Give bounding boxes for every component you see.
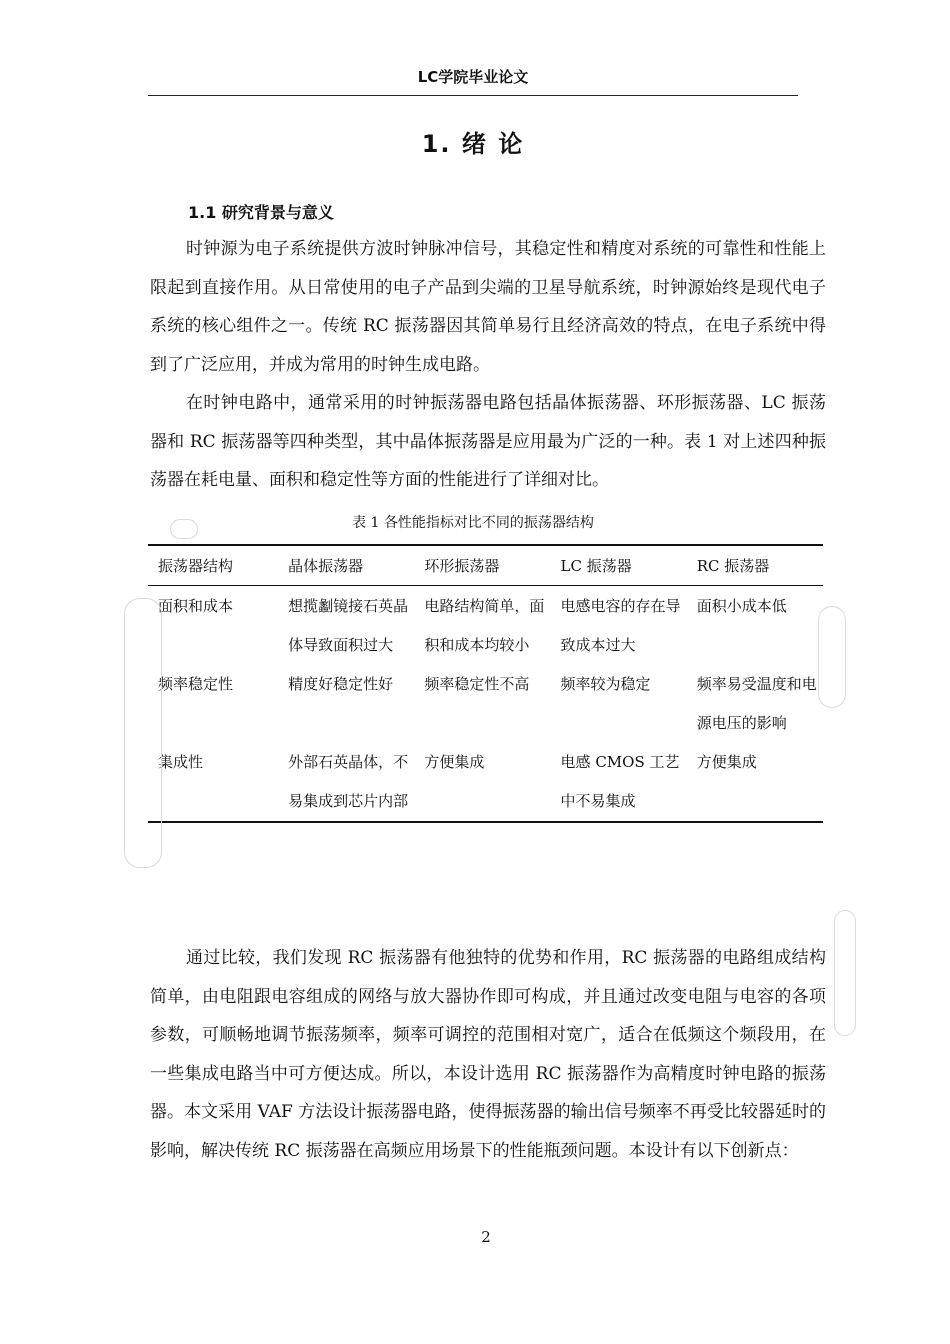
table-cell: 频率稳定性不高 (424, 675, 530, 693)
table-cell: 想揽劙镜接石英晶体导致面积过大 (288, 597, 409, 654)
scan-artifact (170, 519, 198, 539)
page-number: 2 (481, 1228, 491, 1246)
table-header-cell: RC 振荡器 (687, 545, 823, 586)
table-cell: 精度好稳定性好 (288, 675, 394, 693)
paragraph-1: 时钟源为电子系统提供方波时钟脉冲信号，其稳定性和精度对系统的可靠性和性能上限起到直接作用。从日常使用的电子产品到尖端的卫星导航系统，时钟源始终是现代电子系统的核心组件之一。传统 RC 振荡器因其简单易行且经济高效的特点，在电子系统中得到了广泛应用，并成为常用的时钟生成电路。 (150, 239, 826, 375)
table-cell: 频率较为稳定 (560, 675, 651, 693)
header-rule (148, 95, 798, 96)
running-header: LC学院毕业论文 (417, 68, 529, 86)
scan-artifact (124, 598, 162, 868)
table-header-cell: 晶体振荡器 (278, 545, 414, 586)
table-row (148, 665, 823, 743)
table-cell: 方便集成 (687, 743, 823, 822)
paragraph-2: 在时钟电路中，通常采用的时钟振荡器电路包括晶体振荡器、环形振荡器、LC 振荡器和 RC 振荡器等四种类型，其中晶体振荡器是应用最为广泛的一种。表 1 对上述四种振荡器在耗电量、面积和稳定性等方面的性能进行了详细对比。 (150, 393, 826, 490)
chapter-title: 1. 绪 论 (421, 130, 525, 158)
table-cell: 频率稳定性 (158, 675, 234, 693)
table-caption: 表 1 各性能指标对比不同的振荡器结构 (352, 515, 594, 531)
scan-artifact (834, 910, 856, 1036)
table-header-cell: LC 振荡器 (551, 545, 687, 586)
paragraph-3: 通过比较，我们发现 RC 振荡器有他独特的优势和作用，RC 振荡器的电路组成结构简单，由电阻跟电容组成的网络与放大器协作即可构成，并且通过改变电阻与电容的各项参数，可顺畅地调节振荡频率，频率可调控的范围相对宽广，适合在低频这个频段用，在一些集成电路当中可方便达成。所以，本设计选用 RC 振荡器作为高精度时钟电路的振荡器。本文采用 VAF 方法设计振荡器电路，使得振荡器的输出信号频率不再受比较器延时的影响，解决传统 RC 振荡器在高频应用场景下的性能瓶颈问题。本设计有以下创新点： (150, 948, 826, 1161)
oscillator-comparison-table (148, 544, 823, 823)
table-cell: 方便集成 (414, 743, 550, 822)
table-cell: 面积和成本 (158, 597, 234, 615)
table-cell: 外部石英晶体，不易集成到芯片内部 (278, 743, 414, 822)
table-cell: 频率易受温度和电源电压的影响 (696, 675, 817, 732)
table-cell: 电感 CMOS 工艺中不易集成 (551, 743, 687, 822)
table-header-cell: 环形振荡器 (414, 545, 550, 586)
table-row (148, 586, 823, 666)
table-cell: 面积小成本低 (696, 597, 787, 615)
table-header-row (148, 545, 823, 586)
section-title: 1.1 研究背景与意义 (188, 203, 334, 222)
table-row (148, 743, 823, 822)
scan-artifact (818, 606, 846, 708)
table-cell: 电路结构简单，面积和成本均较小 (424, 597, 545, 654)
table-header-cell: 振荡器结构 (148, 545, 278, 586)
table-cell: 电感电容的存在导致成本过大 (560, 597, 681, 654)
table-cell: 集成性 (148, 743, 278, 822)
